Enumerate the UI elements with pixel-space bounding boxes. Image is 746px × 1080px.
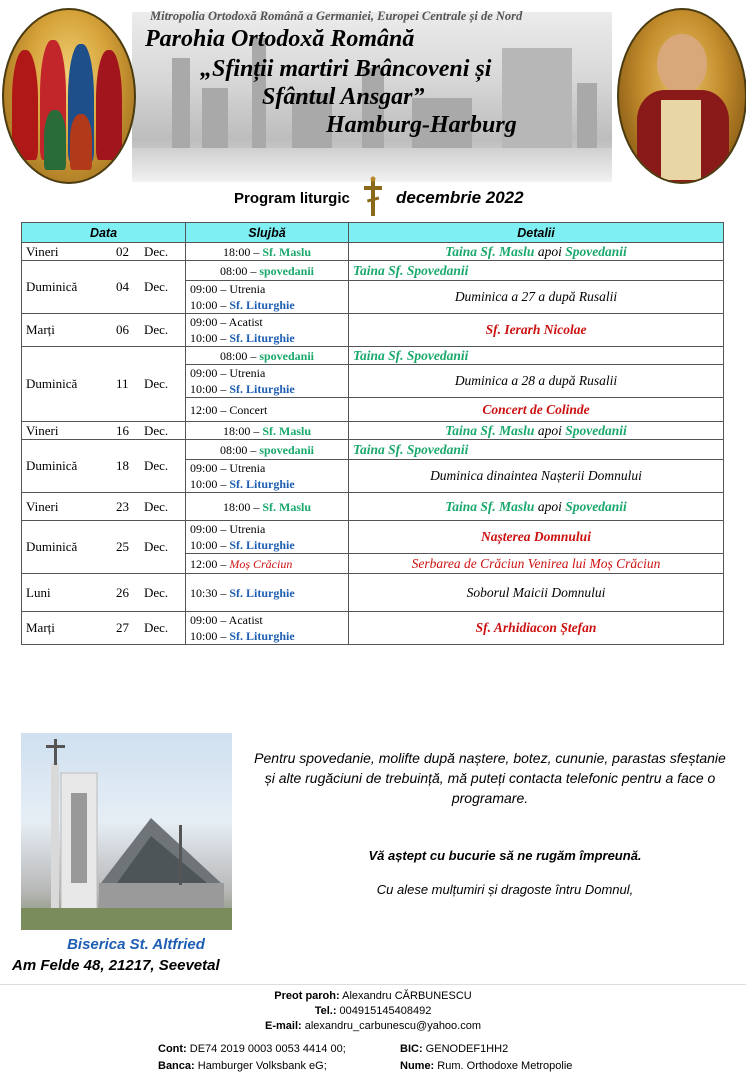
church-photo (21, 733, 232, 930)
church-name: Biserica St. Altfried (67, 936, 205, 953)
date-cell: Vineri 16 Dec. (22, 422, 186, 440)
program-title (0, 190, 746, 216)
program-label: Program liturgic (234, 190, 350, 207)
phone-line: Tel.: 004915145408492 (314, 1005, 432, 1017)
details-cell: Taina Sf. Maslu apoi Spovedanii (349, 243, 724, 261)
date-cell: Vineri 23 Dec. (22, 493, 186, 521)
service-cell: 12:00 – Concert (186, 398, 349, 422)
service-cell: 18:00 – Sf. Maslu (186, 422, 349, 440)
details-cell: Duminica a 28 a după Rusalii (349, 365, 724, 398)
details-cell: Taina Sf. Maslu apoi Spovedanii (349, 493, 724, 521)
service-cell: 08:00 – spovedanii (186, 347, 349, 365)
service-cell: 09:00 – Acatist 10:00 – Sf. Liturghie (186, 314, 349, 347)
table-row (22, 521, 724, 554)
metropolia-title: Mitropolia Ortodoxă Română a Germaniei, Europei Centrale și de Nord (150, 9, 523, 23)
bank-line: Banca: Hamburger Volksbank eG; (158, 1060, 327, 1072)
parish-city: Hamburg-Harburg (326, 112, 517, 138)
details-cell: Nașterea Domnului (349, 521, 724, 554)
date-cell: Luni 26 Dec. (22, 574, 186, 612)
details-cell: Taina Sf. Spovedanii (349, 440, 724, 460)
date-cell: Duminică 25 Dec. (22, 521, 186, 574)
name-line: Nume: Rum. Orthodoxe Metropolie (400, 1060, 573, 1072)
table-row (22, 440, 724, 460)
saint-ansgar-icon (617, 8, 746, 184)
service-cell: 08:00 – spovedanii (186, 440, 349, 460)
email-line: E-mail: alexandru_carbunescu@yahoo.com (264, 1020, 482, 1032)
date-cell: Duminică 04 Dec. (22, 261, 186, 314)
date-cell: Duminică 11 Dec. (22, 347, 186, 422)
table-row (22, 243, 724, 261)
details-cell: Taina Sf. Spovedanii (349, 347, 724, 365)
details-cell: Serbarea de Crăciun Venirea lui Moș Crăciun (349, 554, 724, 574)
details-cell: Taina Sf. Maslu apoi Spovedanii (349, 422, 724, 440)
priest-line: Preot paroh: Alexandru CĂRBUNESCU (274, 990, 472, 1002)
service-cell: 08:00 – spovedanii (186, 261, 349, 281)
closing-message: Cu alese mulțumiri și dragoste întru Domnul, (376, 882, 634, 897)
details-cell: Soborul Maicii Domnului (349, 574, 724, 612)
service-cell: 09:00 – Utrenia 10:00 – Sf. Liturghie (186, 281, 349, 314)
brancoveni-martyrs-icon (2, 8, 136, 184)
invitation-message: Vă aștept cu bucurie să ne rugăm împreună. (368, 848, 642, 863)
service-cell: 12:00 – Moș Crăciun (186, 554, 349, 574)
service-cell: 10:30 – Sf. Liturghie (186, 574, 349, 612)
date-cell: Duminică 18 Dec. (22, 440, 186, 493)
date-cell: Vineri 02 Dec. (22, 243, 186, 261)
footer-divider (0, 984, 746, 985)
table-row (22, 261, 724, 281)
service-cell: 09:00 – Utrenia 10:00 – Sf. Liturghie (186, 521, 349, 554)
details-cell: Taina Sf. Spovedanii (349, 261, 724, 281)
table-row (22, 612, 724, 645)
contact-message: Pentru spovedanie, molifte după naștere, botez, cununie, parastas sfeștanie și alte rugăciuni de trebuință, mă puteți contacta telefonic pentru a face o programare. (254, 750, 726, 806)
service-cell: 09:00 – Acatist 10:00 – Sf. Liturghie (186, 612, 349, 645)
email-link[interactable]: alexandru_carbunescu@yahoo.com (304, 1020, 482, 1032)
date-cell: Marți 27 Dec. (22, 612, 186, 645)
schedule-table (21, 222, 724, 645)
details-cell: Duminica a 27 a după Rusalii (349, 281, 724, 314)
service-cell: 18:00 – Sf. Maslu (186, 493, 349, 521)
table-row (22, 493, 724, 521)
details-cell: Concert de Colinde (349, 398, 724, 422)
details-cell: Duminica dinaintea Nașterii Domnului (349, 460, 724, 493)
page-header (0, 0, 746, 185)
table-row (22, 422, 724, 440)
table-row (22, 574, 724, 612)
table-header-row (22, 223, 724, 243)
header-data: Data (22, 223, 186, 243)
cross-icon (362, 176, 384, 218)
bic-line: BIC: GENODEF1HH2 (400, 1043, 509, 1055)
program-month: decembrie 2022 (396, 188, 524, 207)
service-cell: 18:00 – Sf. Maslu (186, 243, 349, 261)
parish-name-line-2: Sfântul Ansgar” (262, 84, 425, 110)
table-row (22, 347, 724, 365)
parish-name-line-1: „Sfinții martiri Brâncoveni și (200, 56, 492, 82)
date-cell: Marți 06 Dec. (22, 314, 186, 347)
details-cell: Sf. Ierarh Nicolae (349, 314, 724, 347)
header-detalii: Detalii (349, 223, 724, 243)
header-slujba: Slujbă (186, 223, 349, 243)
table-row (22, 314, 724, 347)
parish-title: Parohia Ortodoxă Română (145, 26, 415, 52)
account-line: Cont: DE74 2019 0003 0053 4414 00; (158, 1043, 346, 1055)
details-cell: Sf. Arhidiacon Ștefan (349, 612, 724, 645)
church-address: Am Felde 48, 21217, Seevetal (12, 957, 220, 974)
service-cell: 09:00 – Utrenia 10:00 – Sf. Liturghie (186, 460, 349, 493)
service-cell: 09:00 – Utrenia 10:00 – Sf. Liturghie (186, 365, 349, 398)
